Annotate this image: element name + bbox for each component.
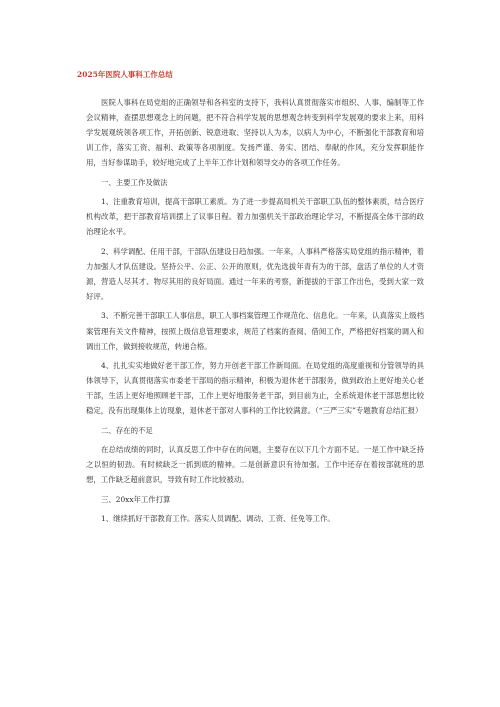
paragraph-cadre-allocation: 2、科学调配、任用干部，干部队伍建设日趋加强。一年来，人事科严格落实局党组的指示精神，着力加强人才队伍建设。坚持公平、公正、公开的原则，优先选拔年青有为的干部，盘活了单位的人才资源，营造人尽其才、物尽其用的良好局面。通过一年来的考察，新提拔的干部工作出色，受到大家一致好评。: [86, 246, 424, 302]
section-heading-main-work: 一、主要工作及做法: [101, 177, 168, 187]
paragraph-plan-item-1: 1、继续抓好干部教育工作。落实人员调配、调动、工资、任免等工作。: [101, 514, 335, 524]
paragraph-personnel-archives: 3、不断完善干部职工人事信息，职工人事档案管理工作规范化、信息化。一年来，认真落实上级档案管理有关文件精神，按照上级信息管理要求，规范了档案的查阅、借阅工作，严格把好档案的调入和调出工作，做到接收规范，转递合格。: [86, 311, 424, 351]
document-body: [86, 95, 424, 526]
paragraph-shortcomings: 在总结成绩的同时，认真反思工作中存在的问题，主要存在以下几个方面不足。一是工作中缺乏持之以恒的韧劲。有时候缺乏一抓到底的精神。二是创新意识有待加强。工作中还存在着按部就班的思想，工作缺乏超前意识，导致有时工作比较被动。: [86, 445, 424, 485]
document-title: 2025年医院人事科工作总结: [77, 70, 173, 79]
section-heading-plans: 三、20xx年工作打算: [101, 494, 171, 504]
paragraph-training: 1、注重教育培训，提高干部职工素质。为了进一步提高局机关干部职工队伍的整体素质，结合医疗机构改革，把干部教育培训摆上了议事日程。着力加强机关干部政治理论学习，不断提高全体干部的政治理论水平。: [86, 197, 424, 237]
paragraph-retired-cadres: 4、扎扎实实地做好老干部工作，努力开创老干部工作新局面。在局党组的高度重视和分管领导的具体领导下，认真贯彻落实市委老干部局的指示精神，积极为退休老干部服务，做到政治上更好地关心老干部，生活上更好地照顾老干部，工作上更好地服务老干部，到目前为止，全系统退休老干部思想比较稳定，没有出现集体上访现象，退休老干部对人事科的工作比较满意。（“三严三实”专题教育总结汇报）: [86, 360, 424, 416]
section-heading-shortcomings: 二、存在的不足: [101, 425, 153, 435]
intro-paragraph: 医院人事科在局党组的正确领导和各科室的支持下，我科认真贯彻落实市组织、人事、编制等工作会议精神，查摆思想观念上的问题，把不符合科学发展的思想观念转变到科学发展观的要求上来，用科学发展观统领各项工作，开拓创新、锐意进取、坚持以人为本，以病人为中心，不断强化干部教育和培训工作，落实工资、福利、政策等各项制度。发扬严谨、务实、团结、奉献的作风，充分发挥职能作用，当好参谋助手，较好地完成了上半年工作计划和领导交办的各项工作任务。: [86, 98, 424, 168]
